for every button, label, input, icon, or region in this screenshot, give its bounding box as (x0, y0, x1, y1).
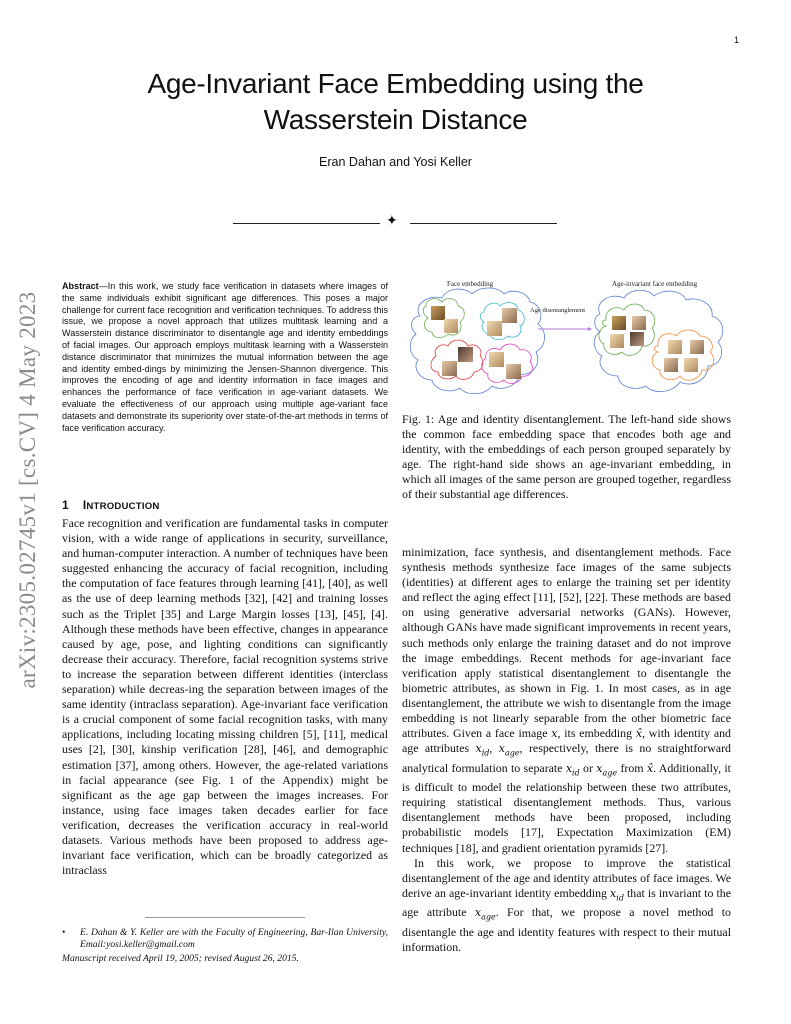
figure-right-label: Age-invariant face embedding (612, 280, 698, 288)
math-subscript-age: age (481, 912, 496, 922)
text-run: , its embedding (557, 726, 636, 741)
face-thumbnail (489, 352, 504, 367)
figure-1 (402, 276, 740, 406)
text-run: , respectively, there is no straightforward analytical formulation to separate (402, 741, 731, 775)
arxiv-stamp: arXiv:2305.02745v1 [cs.CV] 4 May 2023 (15, 291, 40, 689)
face-thumbnail (506, 364, 521, 379)
intro-paragraph-2 (402, 856, 731, 955)
text-run: or (579, 760, 597, 775)
text-run: from (617, 760, 647, 775)
face-thumbnail (684, 358, 698, 372)
face-thumbnail (431, 306, 445, 320)
text-run: . For that, we propose a novel method to disentangle the age and identity features with respect to their mutual information. (402, 905, 731, 954)
face-thumbnail (458, 347, 473, 362)
left-outer-cloud (410, 288, 544, 394)
page-number: 1 (734, 35, 740, 45)
math-x-hat: x̂ (646, 761, 654, 775)
abstract-text: In this work, we study face verification in datasets where images of the same individuals exhibit significant age differences. This poses a major challenge for current face recognition and verification techniques. To address this issue, we propose a novel approach that utilizes multitask learning and a Wasserstein distance discriminator to disentangle age and identity embeddings of facial images. Our approach employs multitask learning with a Wasserstein distance discriminator that minimizes the mutual information between the age and identity embed-dings by minimizing the Jensen-Shannon divergence. This improves the encoding of age and identity information in face images and enhances the performance of face verification in age-variant datasets. We evaluate the effectiveness of our approach using multiple age-variant face datasets and demonstrate its superiority over state-of-the-art methods in terms of face verification accuracy. (62, 281, 388, 433)
text-run: , (489, 741, 499, 756)
section-title-initial: I (82, 498, 87, 512)
math-x-id: x (565, 761, 573, 775)
paper-title (0, 66, 791, 138)
figure-1-caption: Fig. 1: Age and identity disentanglement. The left-hand side shows the common face embedding space that encodes both age and identity, with the embeddings of each person grouped separately by age. The right-hand side shows an age-invariant embedding, in which all images of the same person are grouped together, regardless of their substantial age differences. (402, 412, 731, 502)
text-run: In this work, we propose to improve the statistical disentanglement of the age and identity attributes of face images. We derive an age-invariant identity embedding (402, 855, 731, 900)
math-x: x (551, 727, 558, 741)
divider-left (233, 223, 380, 224)
face-thumbnail (632, 316, 646, 330)
authors: Eran Dahan and Yosi Keller (319, 155, 472, 169)
arrow-head-icon (588, 327, 592, 331)
footnote-rule (145, 917, 305, 918)
left-column-body (62, 516, 388, 878)
math-x-hat: x̂ (635, 727, 643, 741)
math-x-age: x (596, 761, 603, 775)
face-thumbnail (442, 361, 457, 376)
right-green-cluster (599, 304, 655, 355)
title-line-2: Wasserstein Distance (263, 104, 528, 135)
intro-paragraph-continued (402, 545, 731, 856)
math-x-id: x (475, 742, 482, 756)
face-thumbnail (502, 308, 517, 323)
face-thumbnail (444, 319, 458, 333)
face-thumbnail (610, 334, 624, 348)
math-x-id: x (610, 886, 617, 900)
section-title-rest: NTRODUCTION (86, 501, 160, 512)
manuscript-note: Manuscript received April 19, 2005; revised August 26, 2015. (62, 953, 299, 964)
text-run: , with identity and age attributes (402, 726, 731, 756)
face-thumbnail (690, 340, 704, 354)
title-line-1: Age-Invariant Face Embedding using the (147, 68, 644, 99)
intro-paragraph-1: Face recognition and verification are fundamental tasks in computer vision, with a wide range of applications in security, surveillance, and human-computer interaction. A number of techniques have been suggested enhancing the accuracy of facial recognition, including the computation of face features through learning [41], [40], as well as the use of deep learning methods [32], [42] and training losses such as the Triplet [35] and Large Margin losses [13], [45], [4]. Although these methods have been effective, changes in appearance caused by age, pose, and lighting conditions can significantly decrease their accuracy. Therefore, facial recognition systems strive to increase the separation between different identities (interclass separation) while decreas-ing the separation between images of the same identity (intraclass separation). Age-invariant face verification is a crucial component of some facial recognition tasks, with many applications, including locating missing children [5], [11], medical uses [2], [30], kinship verification [28], [46], and demographic estimation [37], among others. However, the age-related variations in facial appearance (see Fig. 1 of the Appendix) might be significant as the age gap between the images increases. For instance, using face images taken decades earlier for face verification, decreases the verification accuracy in real-world datasets. Various methods have been proposed to address age-invariant face verification, which can be broadly categorized as intraclass (62, 516, 388, 878)
text-run: . Additionally, it is difficult to model the relationship between these two attributes, requiring statistical disentanglement methods. Thus, various disentanglement methods have been proposed, including probabilistic models [17], Expectation Maximization (EM) techniques [18], and gradient orientation pyramids [27]. (402, 760, 731, 855)
math-x-age: x (474, 906, 482, 920)
face-thumbnail (668, 340, 682, 354)
figure-arrow-label: Age disentanglement (530, 307, 586, 314)
abstract-dash: — (98, 281, 108, 291)
text-run: that is invariant to the age attribute (402, 885, 731, 920)
figure-left-label: Face embedding (447, 280, 494, 288)
author-footnote (62, 927, 388, 951)
right-orange-cluster (652, 330, 713, 380)
face-thumbnail (630, 332, 644, 346)
math-subscript-id: id (481, 748, 490, 758)
math-x-age: x (498, 742, 505, 756)
face-thumbnail (487, 321, 502, 336)
math-subscript-id: id (616, 893, 624, 903)
section-heading-introduction (62, 498, 160, 512)
divider-right (410, 223, 557, 224)
footnote-text: E. Dahan & Y. Keller are with the Faculty of Engineering, Bar-Ilan University, Email:yosi.keller@gmail.com (80, 927, 388, 950)
math-subscript-age: age (602, 768, 618, 778)
face-thumbnail (612, 316, 626, 330)
abstract-label: Abstract (62, 281, 99, 291)
math-subscript-age: age (504, 748, 520, 758)
section-number: 1 (62, 498, 69, 512)
face-thumbnail (664, 358, 678, 372)
right-column-body (402, 545, 731, 955)
abstract (62, 281, 388, 434)
bullet-icon: • (62, 927, 66, 938)
text-run: minimization, face synthesis, and disentanglement methods. Face synthesis methods synthesize face images of the same subjects (identities) at different ages to enlarge the training set per identity and reflect the aging effect [11], [52], [22]. These methods are based on using generative adversarial networks (GANs). However, although GANs have made significant improvements in recent years, such methods only enlarge the training dataset and do not improve the image embeddings. Recent methods for age-invariant face verification apply statistical disentanglement to disentangle the biometric attributes, as shown in Fig. 1. In most cases, as in age disentanglement, the attribute we wish to disentangle from the image embedding is not linearly separable from the other biometric face attributes. Given a face image (402, 545, 731, 741)
divider-star-icon: ✦ (386, 213, 398, 229)
figure-1-diagram (402, 276, 740, 406)
math-subscript-id: id (572, 768, 580, 778)
